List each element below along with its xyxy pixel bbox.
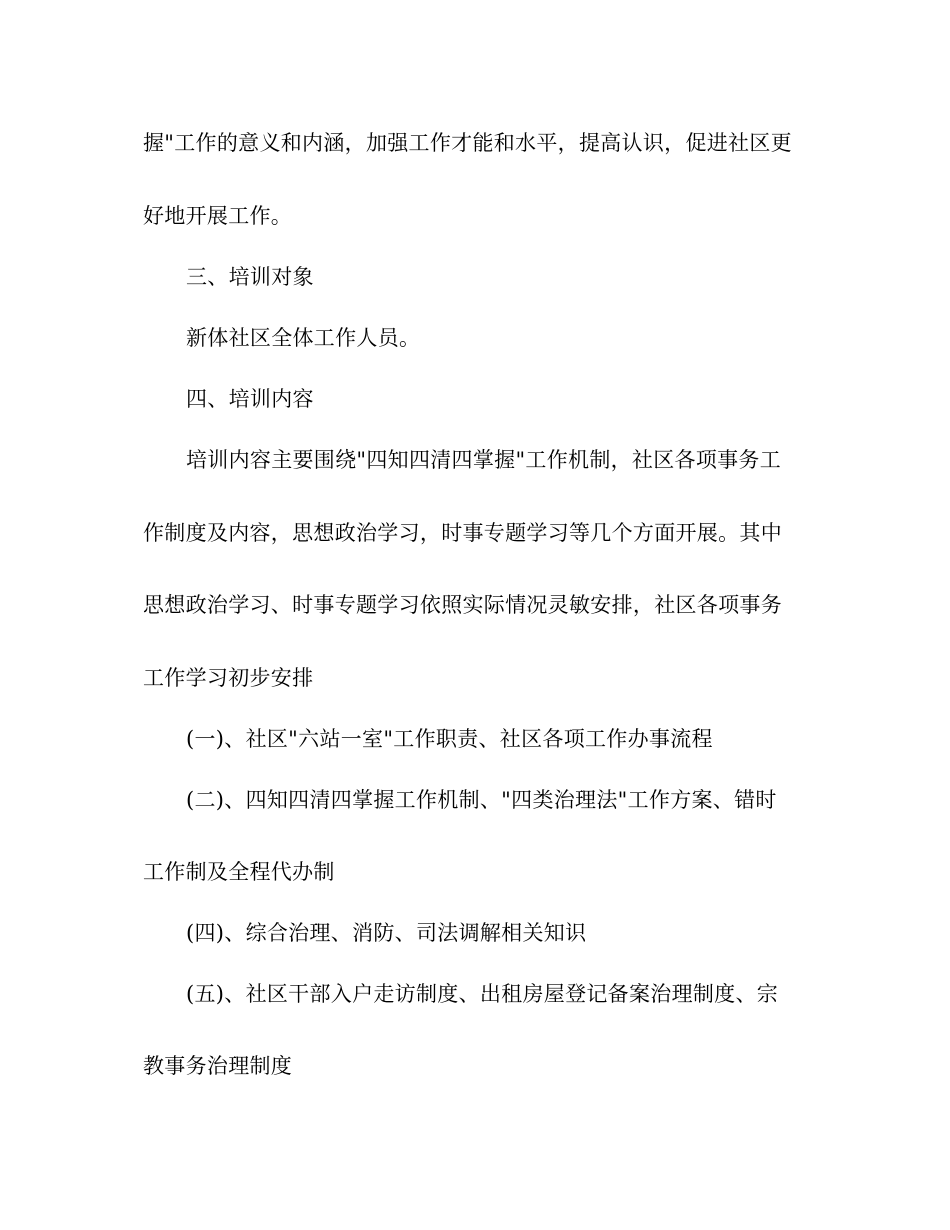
- paragraph-line: 好地开展工作。: [143, 204, 293, 228]
- list-item-continuation: 教事务治理制度: [143, 1054, 293, 1078]
- paragraph-line: 培训内容主要围绕"四知四清四掌握"工作机制，社区各项事务工: [186, 448, 782, 472]
- list-item-continuation: 工作制及全程代办制: [143, 860, 335, 884]
- paragraph-line: 新体社区全体工作人员。: [186, 326, 421, 350]
- paragraph-line: 思想政治学习、时事专题学习依照实际情况灵敏安排，社区各项事务: [143, 593, 782, 617]
- section-heading-trainees: 三、培训对象: [186, 265, 314, 289]
- section-heading-content: 四、培训内容: [186, 387, 314, 411]
- paragraph-line: 作制度及内容，思想政治学习，时事专题学习等几个方面开展。其中: [143, 521, 782, 545]
- list-item: (四)、综合治理、消防、司法调解相关知识: [186, 921, 587, 945]
- paragraph-line: 握"工作的意义和内涵，加强工作才能和水平，提高认识，促进社区更: [143, 131, 792, 155]
- list-item: (二)、四知四清四掌握工作机制、"四类治理法"工作方案、错时: [186, 788, 777, 812]
- list-item: (一)、社区"六站一室"工作职责、社区各项工作办事流程: [186, 727, 713, 751]
- list-item: (五)、社区干部入户走访制度、出租房屋登记备案治理制度、宗: [186, 982, 779, 1006]
- paragraph-line: 工作学习初步安排: [143, 666, 314, 690]
